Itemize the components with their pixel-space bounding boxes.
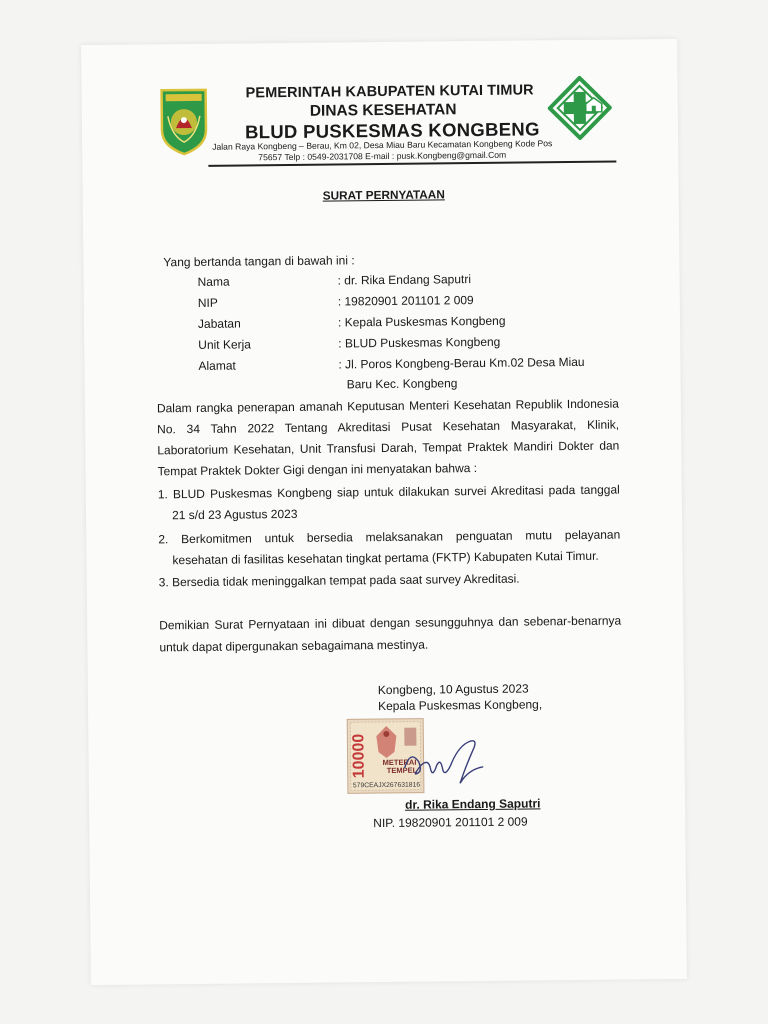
- identity-value-name: : dr. Rika Endang Saputri: [337, 272, 472, 288]
- body-line-3: Laboratorium Kesehatan, Unit Transfusi Darah, Tempat Praktek Mandiri Dokter dan: [157, 438, 620, 458]
- closing-line-2: untuk dapat dipergunakan sebagaimana mestinya.: [159, 637, 429, 655]
- point-1-line1: 1. BLUD Puskesmas Kongbeng siap untuk dilakukan survei Akreditasi pada tanggal: [157, 482, 620, 502]
- closing-line-1: Demikian Surat Pernyataan ini dibuat dengan sesungguhnya dan sebenar-benarnya: [159, 613, 622, 633]
- body-line-1: Dalam rangka penerapan amanah Keputusan Menteri Kesehatan Republik Indonesia: [156, 396, 619, 416]
- stamp-label-tempel: TEMPEL: [386, 765, 418, 775]
- body-line-2: No. 34 Tahn 2022 Tentang Akreditasi Pusat Kesehatan Masyarakat, Klinik,: [157, 417, 620, 437]
- letterhead-address-line1: Jalan Raya Kongbeng – Berau, Km 02, Desa Miau Baru Kecamatan Kongbeng Kode Pos: [212, 138, 553, 152]
- kutai-timur-emblem-icon: [158, 86, 211, 157]
- puskesmas-cross-house-icon: [547, 76, 612, 141]
- signatory-name: dr. Rika Endang Saputri: [404, 796, 541, 812]
- point-2-line2: kesehatan di fasilitas kesehatan tingkat pertama (FKTP) Kabupaten Kutai Timur.: [172, 548, 599, 568]
- identity-label-nip: NIP: [197, 295, 218, 310]
- intro-text: Yang bertanda tangan di bawah ini :: [163, 253, 355, 270]
- point-2-line1: 2. Berkomitmen untuk bersedia melaksanakan penguatan mutu pelayanan: [158, 527, 621, 547]
- letterhead-government: PEMERINTAH KABUPATEN KUTAI TIMUR: [245, 82, 534, 102]
- identity-value-address: : Jl. Poros Kongbeng-Berau Km.02 Desa Miau: [338, 354, 585, 372]
- point-3-line1: 3. Bersedia tidak meninggalkan tempat pada saat survey Akreditasi.: [158, 571, 520, 590]
- signature-position: Kepala Puskesmas Kongbeng,: [377, 697, 543, 714]
- identity-label-unit: Unit Kerja: [198, 337, 251, 352]
- body-line-4: Tempat Praktek Dokter Gigi dengan ini menyatakan bahwa :: [157, 461, 478, 479]
- identity-value-unit: : BLUD Puskesmas Kongbeng: [338, 334, 501, 351]
- identity-value-nip: : 19820901 201101 2 009: [337, 293, 474, 309]
- identity-label-name: Nama: [197, 274, 230, 289]
- identity-label-address: Alamat: [198, 358, 236, 373]
- identity-label-position: Jabatan: [197, 316, 241, 331]
- letterhead-agency: DINAS KESEHATAN: [309, 101, 457, 120]
- point-1-line2: 21 s/d 23 Agustus 2023: [171, 506, 298, 523]
- signature-place-date: Kongbeng, 10 Agustus 2023: [377, 681, 529, 698]
- document-page: [81, 39, 687, 985]
- stamp-value: 10000: [350, 733, 368, 779]
- handwritten-signature: [384, 735, 495, 788]
- identity-value-address-cont: Baru Kec. Kongbeng: [346, 376, 458, 392]
- signatory-nip: NIP. 19820901 201101 2 009: [373, 814, 528, 831]
- stamp-serial: 579CEAJX267631816: [352, 781, 421, 790]
- letterhead-address-line2: 75657 Telp : 0549-2031708 E-mail : pusk.Kongbeng@gmail.Com: [258, 149, 507, 163]
- identity-value-position: : Kepala Puskesmas Kongbeng: [337, 313, 506, 330]
- letterhead-institution: BLUD PUSKESMAS KONGBENG: [244, 118, 540, 143]
- document-title: SURAT PERNYATAAN: [322, 187, 445, 203]
- stamp-label-meterai: METERAI: [382, 757, 417, 768]
